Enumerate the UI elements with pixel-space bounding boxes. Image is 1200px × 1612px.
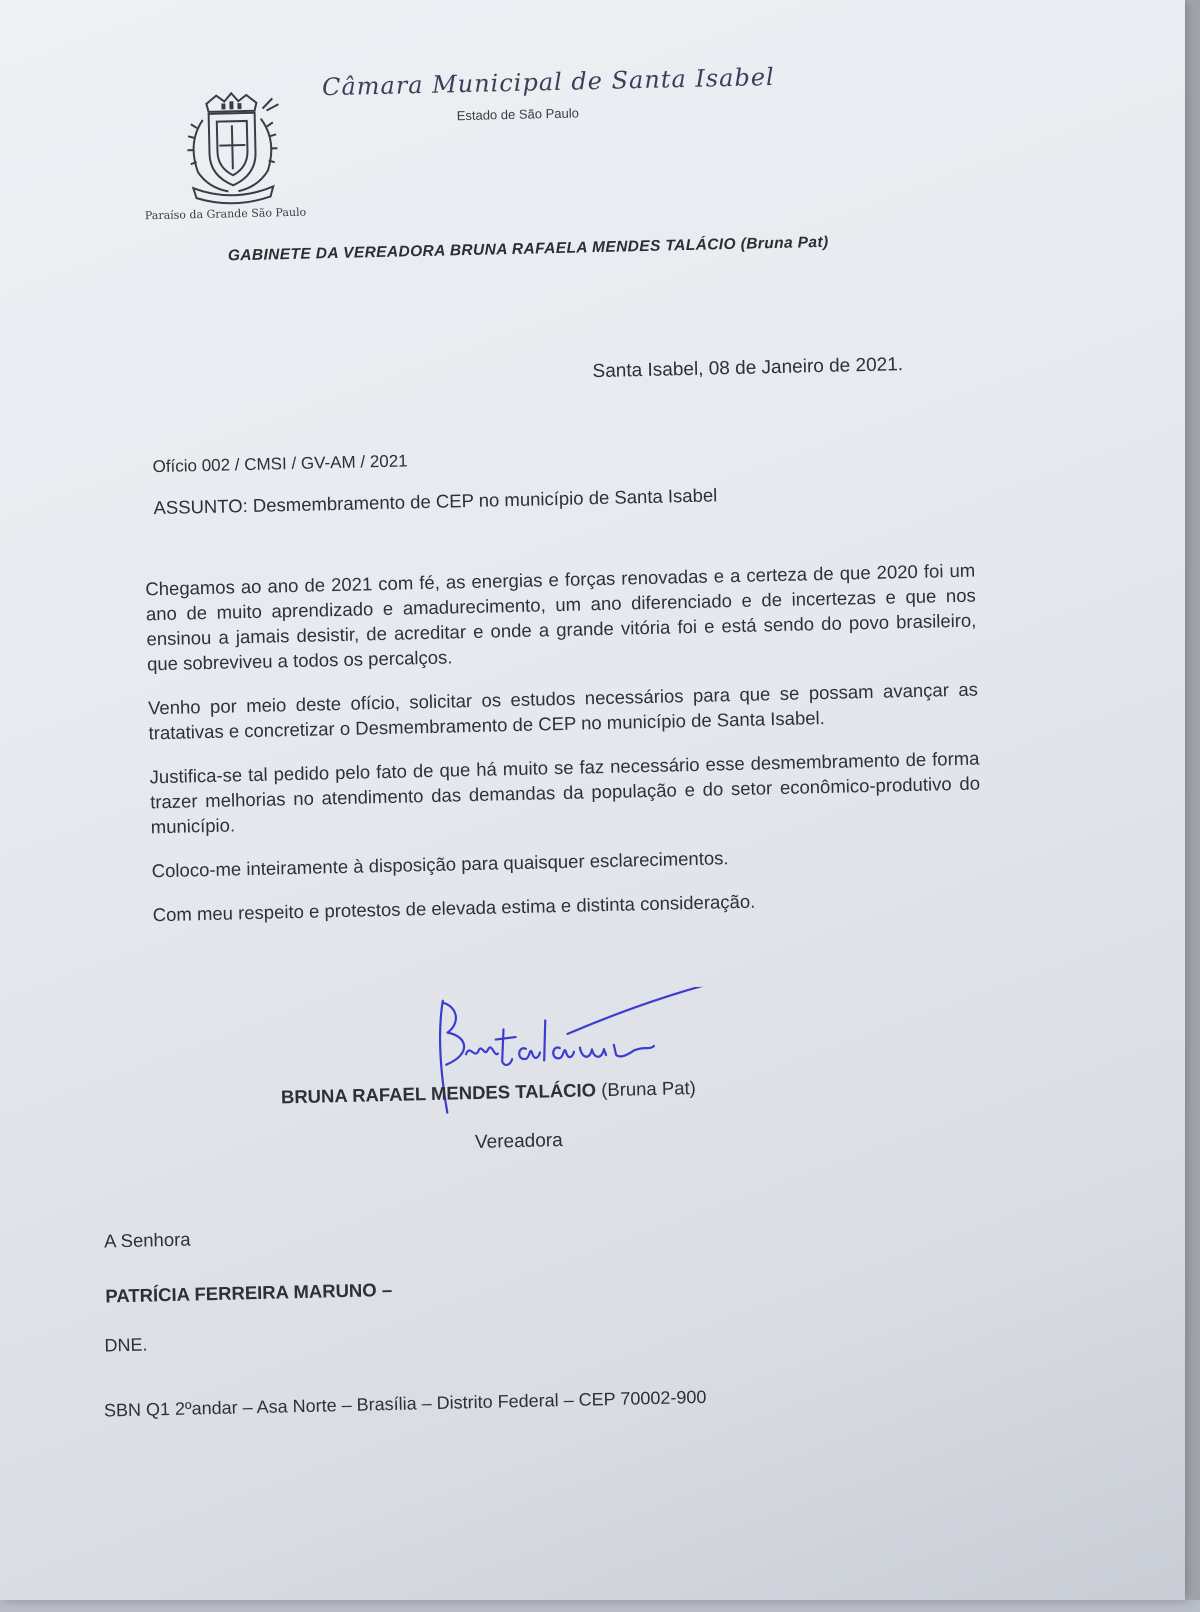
signer-full-name: BRUNA RAFAEL MENDES TALÁCIO — [280, 1079, 597, 1108]
body-paragraph: Justifica-se tal pedido pelo fato de que há muito se faz necessário esse desmembramento de forma trazer melhorias no atendimento das demandas da população e do setor econômico-produtivo do município. — [149, 747, 981, 838]
body-paragraph: Coloco-me inteiramente à disposição para quaisquer esclarecimentos. — [151, 847, 729, 882]
recipient-address: SBN Q1 2ºandar – Asa Norte – Brasília – Distrito Federal – CEP 70002-900 — [103, 1386, 707, 1421]
body-paragraph: Com meu respeito e protestos de elevada estima e distinta consideração. — [152, 890, 756, 926]
letter-body — [145, 558, 983, 947]
body-paragraph: Chegamos ao ano de 2021 com fé, as energias e forças renovadas e a certeza de que 2020 foi um ano de muito aprendizado e amadurecimento, um ano diferenciado e de incertezas e que nos ensinou a jamais desistir, de acreditar e onde a grande vitória foi e está sendo do povo brasileiro, que sobreviveu a todos os percalços. — [145, 559, 977, 675]
recipient-name: PATRÍCIA FERREIRA MARUNO – — [105, 1278, 393, 1307]
letter-date: Santa Isabel, 08 de Janeiro de 2021. — [592, 354, 904, 383]
institution-motto: Paraíso da Grande São Paulo — [144, 205, 307, 223]
recipient-organization: DNE. — [104, 1334, 148, 1356]
handwritten-signature-icon — [417, 987, 720, 1134]
letter-reference: Ofício 002 / CMSI / GV-AM / 2021 — [152, 451, 408, 477]
office-heading: GABINETE DA VEREADORA BRUNA RAFAELA MENDES TALÁCIO (Bruna Pat) — [227, 233, 829, 265]
signer-nickname: (Bruna Pat) — [600, 1077, 697, 1101]
institution-title: Câmara Municipal de Santa Isabel — [321, 62, 775, 102]
letter-subject: ASSUNTO: Desmembramento de CEP no município de Santa Isabel — [153, 484, 718, 519]
signer-role: Vereadora — [474, 1130, 563, 1154]
institution-state: Estado de São Paulo — [456, 105, 580, 124]
recipient-salutation: A Senhora — [103, 1228, 191, 1252]
coat-of-arms-icon — [166, 90, 299, 213]
body-paragraph: Venho por meio deste ofício, solicitar os estudos necessários para que se possam avançar as tratativas e concretizar o Desmembramento de CEP no município de Santa Isabel. — [147, 678, 979, 744]
